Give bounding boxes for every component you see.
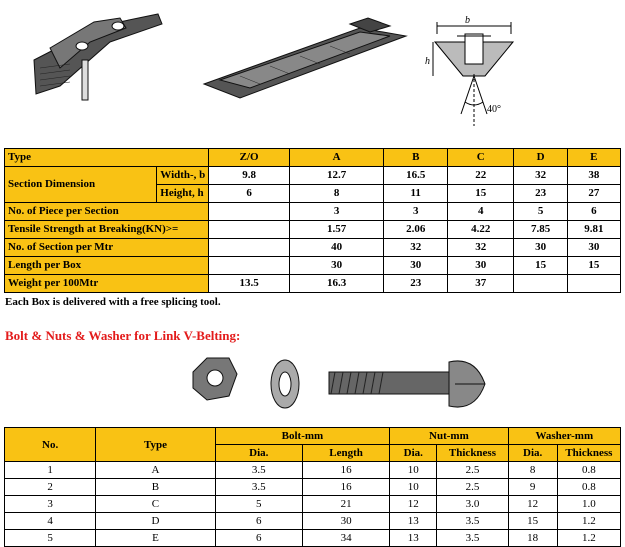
row-label: Section Dimension [5,167,157,203]
cell: 13 [390,513,437,530]
cell: 32 [448,239,514,257]
table-row [5,513,621,530]
cell: 32 [514,167,567,185]
cell: 30 [448,257,514,275]
table-header-row [5,428,621,445]
cell: 34 [302,530,389,547]
cell: 9.81 [567,221,620,239]
table-row [5,203,621,221]
header-cell: Nut-mm [390,428,508,445]
header-cell: Bolt-mm [215,428,390,445]
cell: 1.0 [557,496,620,513]
header-cell: Dia. [508,445,557,462]
cell: 3.0 [437,496,508,513]
cell: 3 [5,496,96,513]
header-cell: A [289,149,384,167]
table-row [5,479,621,496]
cell: 30 [302,513,389,530]
table-row [5,275,621,293]
header-cell: Thickness [557,445,620,462]
table-row [5,221,621,239]
row-sublabel: Width-, b [157,167,209,185]
cell: 37 [448,275,514,293]
bolt-nut-washer-table [4,427,621,547]
cell: 30 [514,239,567,257]
section-subtitle: Bolt & Nuts & Washer for Link V-Belting: [5,328,241,343]
row-label: Length per Box [5,257,209,275]
cell: 15 [567,257,620,275]
cell: 1.2 [557,530,620,547]
cell: 5 [215,496,302,513]
cell: 5 [5,530,96,547]
cell: 11 [384,185,448,203]
cell: 15 [448,185,514,203]
cell: B [96,479,215,496]
cell [209,239,290,257]
cell: 23 [384,275,448,293]
width-b-label: b [465,15,470,26]
nut-washer-bolt-illustration [185,350,495,416]
cell: 2.06 [384,221,448,239]
cell: 15 [508,513,557,530]
cell: 6 [567,203,620,221]
cell: 13.5 [209,275,290,293]
belt-strip-illustration [200,14,410,100]
cell: 2.5 [437,479,508,496]
cell: 30 [289,257,384,275]
table-row [5,462,621,479]
cell: 8 [289,185,384,203]
row-sublabel: Height, h [157,185,209,203]
table-row [5,167,621,185]
table-header-row [5,149,621,167]
cell: 30 [384,257,448,275]
cell: 3.5 [437,513,508,530]
cell: 7.85 [514,221,567,239]
v-belt-cross-section-diagram [425,14,525,134]
cell: 16.3 [289,275,384,293]
cell: 18 [508,530,557,547]
row-label: No. of Section per Mtr [5,239,209,257]
cell: 32 [384,239,448,257]
header-cell: Thickness [437,445,508,462]
cell: 6 [215,513,302,530]
header-cell: E [567,149,620,167]
table-row [5,496,621,513]
header-cell: Type [5,149,209,167]
link-belt-section-illustration [30,8,165,108]
cell [209,257,290,275]
cell: D [96,513,215,530]
cell: 16 [302,479,389,496]
cell: 3.5 [437,530,508,547]
angle-label: 40° [487,104,501,115]
cell: 23 [514,185,567,203]
cell: 3 [289,203,384,221]
cell: 4 [448,203,514,221]
header-cell: C [448,149,514,167]
height-h-label: h [425,56,430,67]
belt-spec-table [4,148,621,293]
cell: 16.5 [384,167,448,185]
header-cell: B [384,149,448,167]
row-label: Weight per 100Mtr [5,275,209,293]
cell: 27 [567,185,620,203]
cell: 10 [390,479,437,496]
header-cell: Type [96,428,215,462]
cell [514,275,567,293]
header-cell: No. [5,428,96,462]
cell: 8 [508,462,557,479]
row-label: Tensile Strength at Breaking(KN)>= [5,221,209,239]
cell: 10 [390,462,437,479]
table-row [5,257,621,275]
cell: 15 [514,257,567,275]
cell: 3 [384,203,448,221]
cell: 12.7 [289,167,384,185]
cell: A [96,462,215,479]
splicing-tool-note: Each Box is delivered with a free splicing tool. [5,296,221,308]
cell: 40 [289,239,384,257]
cell: 6 [209,185,290,203]
cell [209,203,290,221]
cell: 4 [5,513,96,530]
cell: 2.5 [437,462,508,479]
cell: 13 [390,530,437,547]
cell: 3.5 [215,479,302,496]
cell: 2 [5,479,96,496]
table-row [5,239,621,257]
row-label: No. of Piece per Section [5,203,209,221]
cell [567,275,620,293]
cell [209,221,290,239]
cell: 30 [567,239,620,257]
cell: 1.57 [289,221,384,239]
header-cell: Dia. [215,445,302,462]
cell: 0.8 [557,462,620,479]
cell: E [96,530,215,547]
cell: 38 [567,167,620,185]
header-cell: Washer-mm [508,428,620,445]
cell: 3.5 [215,462,302,479]
cell: 22 [448,167,514,185]
cell: C [96,496,215,513]
cell: 6 [215,530,302,547]
cell: 16 [302,462,389,479]
cell: 21 [302,496,389,513]
cell: 1 [5,462,96,479]
cell: 4.22 [448,221,514,239]
cell: 9.8 [209,167,290,185]
header-cell: Length [302,445,389,462]
cell: 5 [514,203,567,221]
cell: 12 [390,496,437,513]
cell: 12 [508,496,557,513]
header-cell: D [514,149,567,167]
header-cell: Z/O [209,149,290,167]
cell: 0.8 [557,479,620,496]
header-cell: Dia. [390,445,437,462]
cell: 1.2 [557,513,620,530]
cell: 9 [508,479,557,496]
